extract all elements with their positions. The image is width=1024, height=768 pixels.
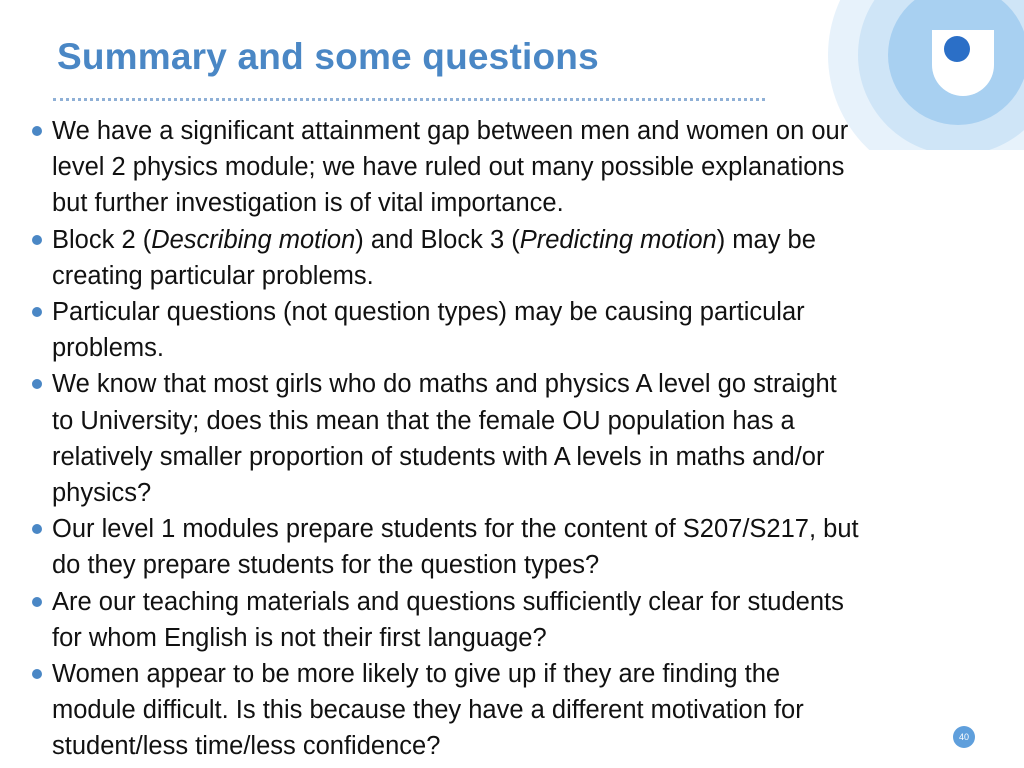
- bullet-dot-icon: [32, 669, 42, 679]
- page-number-badge: 40: [953, 726, 975, 748]
- bullet-line: Women appear to be more likely to give up if they are finding the: [52, 660, 781, 689]
- bullet-line: physics?: [52, 479, 152, 508]
- bullet-line: but further investigation is of vital importance.: [52, 189, 564, 218]
- block-3-title: Predicting motion: [519, 225, 717, 254]
- bullet-line: Particular questions (not question types) may be causing particular: [52, 298, 805, 327]
- bullet-line: We have a significant attainment gap between men and women on our: [52, 117, 849, 145]
- bullet-item: [32, 584, 1007, 656]
- bullet-list: [32, 113, 1007, 765]
- bullet-item: [32, 656, 1007, 765]
- title-divider: [53, 98, 765, 101]
- block-2-title: Describing motion: [151, 225, 356, 254]
- text-run: Block 2 (: [52, 225, 152, 254]
- bullet-item: [32, 366, 1007, 511]
- bullet-dot-icon: [32, 597, 42, 607]
- bullet-line: Are our teaching materials and questions sufficiently clear for students: [52, 587, 844, 616]
- text-run: ) and Block 3 (: [355, 225, 520, 254]
- bullet-dot-icon: [32, 235, 42, 245]
- bullet-line: for whom English is not their first language?: [52, 623, 547, 652]
- bullet-dot-icon: [32, 524, 42, 534]
- bullet-dot-icon: [32, 307, 42, 317]
- bullet-line: module difficult. Is this because they have a different motivation for: [52, 696, 804, 725]
- bullet-line: creating particular problems.: [52, 261, 374, 290]
- bullet-line: level 2 physics module; we have ruled out many possible explanations: [52, 153, 845, 182]
- slide-title: Summary and some questions: [57, 36, 599, 77]
- bullet-item: [32, 113, 1007, 222]
- bullet-item: [32, 294, 1007, 366]
- bullet-line: [52, 222, 1007, 258]
- bullet-dot-icon: [32, 379, 42, 389]
- bullet-line: problems.: [52, 334, 164, 363]
- bullet-line: We know that most girls who do maths and physics A level go straight: [52, 370, 837, 399]
- text-run: ) may be: [716, 225, 816, 254]
- bullet-dot-icon: [32, 126, 42, 136]
- bullet-line: do they prepare students for the question types?: [52, 551, 600, 580]
- ou-logo-dot: [944, 36, 970, 62]
- bullet-line: to University; does this mean that the female OU population has a: [52, 406, 795, 435]
- bullet-item: [32, 511, 1007, 583]
- bullet-item: [32, 222, 1007, 294]
- bullet-line: relatively smaller proportion of students with A levels in maths and/or: [52, 442, 825, 471]
- bullet-line: student/less time/less confidence?: [52, 732, 441, 761]
- bullet-line: Our level 1 modules prepare students for the content of S207/S217, but: [52, 515, 859, 544]
